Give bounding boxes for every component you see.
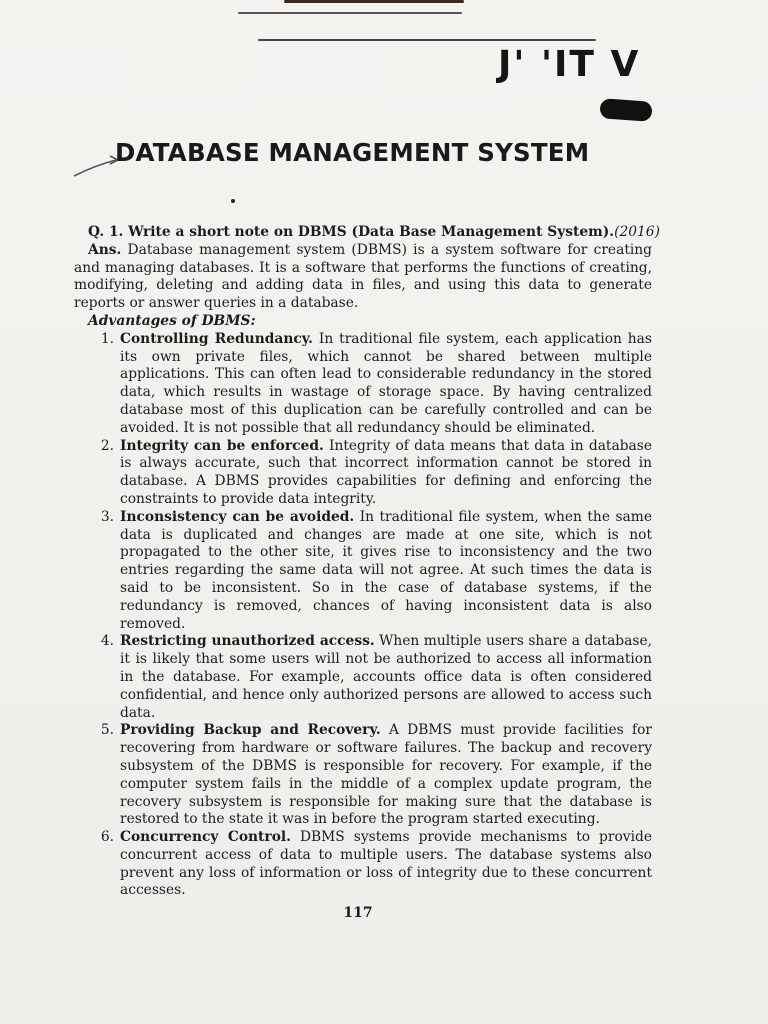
item-body (120, 829, 652, 900)
answer-paragraph (74, 242, 652, 313)
item-title: Concurrency Control. (120, 829, 291, 846)
ink-blot (599, 98, 652, 122)
answer-label: Ans. (88, 241, 122, 258)
item-title: Controlling Redundancy. (120, 330, 313, 347)
item-body (120, 722, 652, 829)
item-text: In traditional file system, when the same data is duplicated and changes are made at one site, which is not propagated to the other site, it gives rise to inconsistency and the two entries regarding the same data will not agree. At such times the data is said to be inconsistent. So in the case of database systems, if the redundancy is removed, chances of having inconsistent data is also removed. (120, 508, 653, 632)
page-number: 117 (343, 905, 373, 921)
item-text: In traditional file system, each application has its own private files, which cannot be shared between multiple applications. This can often lead to considerable redundancy in the stored data, which results in wastage of storage space. By having centralized database most of this duplication can be carefully controlled and can be avoided. It is not possible that all redundancy should be eliminated. (120, 330, 652, 436)
item-number: 3. (100, 508, 114, 525)
item-title: Providing Backup and Recovery. (120, 722, 381, 739)
page-content (74, 224, 660, 900)
question-text: Q. 1. Write a short note on DBMS (Data Base Management System). (88, 224, 615, 240)
item-text: Integrity of data means that data in database is always accurate, such that incorrect information cannot be stored in database. A DBMS provides capabilities for defining and enforcing the constraints to provide data integrity. (120, 437, 653, 507)
list-item (74, 829, 652, 900)
item-text: DBMS systems provide mechanisms to provide concurrent access of data to multiple users. The database systems also prevent any loss of information or loss of integrity due to these concurrent accesses. (120, 829, 652, 899)
item-body (120, 633, 652, 722)
stray-dot (231, 199, 235, 203)
item-number: 2. (100, 437, 114, 454)
question-year: (2016) (614, 224, 660, 240)
item-number: 1. (100, 330, 114, 347)
scan-mark-line-2 (258, 39, 596, 41)
chapter-title: DATABASE MANAGEMENT SYSTEM (115, 138, 590, 167)
list-item (74, 722, 652, 829)
item-number: 5. (100, 722, 114, 739)
item-number: 6. (100, 829, 114, 846)
item-title: Restricting unauthorized access. (120, 633, 375, 650)
item-body (120, 509, 652, 634)
item-number: 4. (100, 633, 114, 650)
item-text: When multiple users share a database, it is likely that some users will not be authorized to access all information in the database. For example, accounts office data is often considered confidential, and hence only authorized persons are allowed to access such data. (120, 633, 652, 721)
item-title: Integrity can be enforced. (120, 437, 324, 454)
scan-mark-top (284, 0, 464, 3)
list-item (74, 331, 652, 438)
list-item (74, 438, 652, 509)
item-text: A DBMS must provide facilities for recovering from hardware or software failures. The backup and recovery subsystem of the DBMS is responsible for recovery. For example, if the computer system fails in the middle of a complex update program, the recovery subsystem is responsible for making sure that the database is restored to the state it was in before the program started executing. (120, 722, 652, 828)
item-title: Inconsistency can be avoided. (120, 508, 355, 525)
question-line (74, 224, 660, 242)
item-body (120, 438, 652, 509)
list-item (74, 509, 652, 634)
answer-text: Database management system (DBMS) is a system software for creating and managing databases. It is a software that performs the functions of creating, modifying, deleting and adding data in files, and using this data to generate reports or answer queries in a database. (74, 241, 652, 312)
list-item (74, 633, 652, 722)
item-body (120, 331, 652, 438)
unit-label: J' 'IT V (498, 44, 641, 85)
advantages-list (74, 331, 652, 901)
advantages-heading: Advantages of DBMS: (88, 312, 256, 329)
scan-mark-line (238, 12, 462, 14)
